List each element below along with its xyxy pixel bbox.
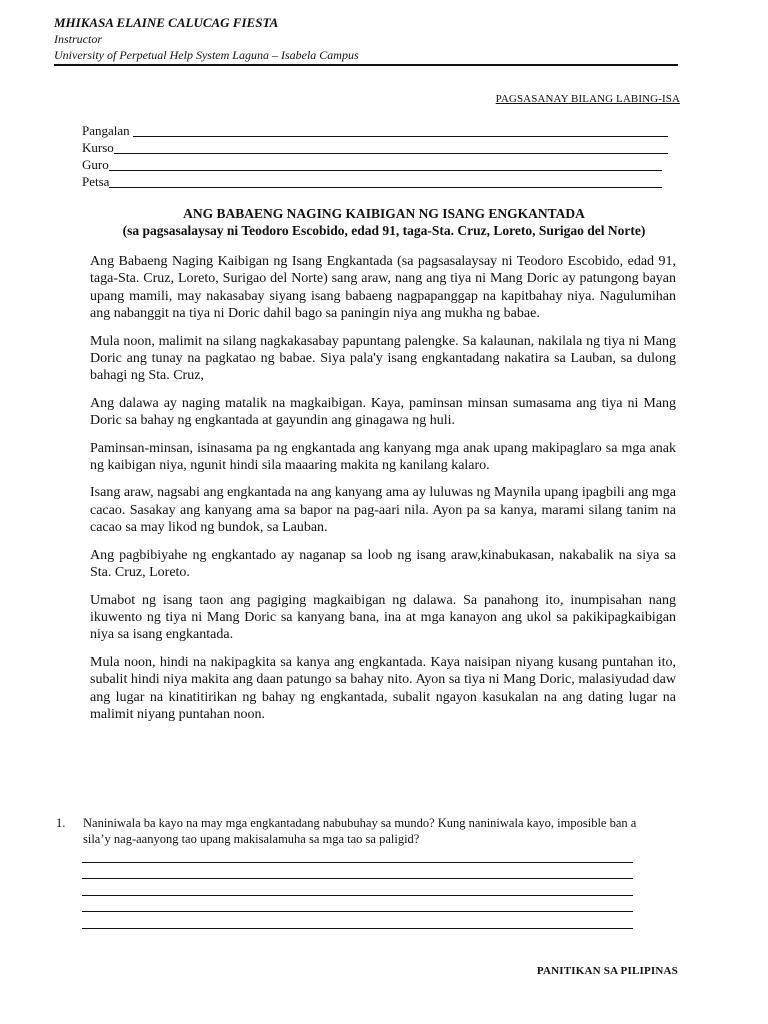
fill-line[interactable] [133,124,668,137]
story-title: ANG BABAENG NAGING KAIBIGAN NG ISANG ENGKANTADA [183,206,585,221]
answer-area[interactable] [82,846,633,929]
header-divider [54,64,678,66]
story-paragraph: Ang Babaeng Naging Kaibigan ng Isang Engkantada (sa pagsasalaysay ni Teodoro Escobido, edad 91, taga-Sta. Cruz, Loreto, Surigao del Norte) sang araw, nang ang tiya ni Mang Doric ay patungong bayan upang mamili, may nakasabay siyang isang babaeng nagpapanggap na kapitbahay niya. Nagulumihan ang nabanggit na tiya ni Doric dahil bago sa paningin niya ang mukha ng babae. [90,254,676,322]
answer-line[interactable] [82,896,633,913]
story-body [90,253,676,733]
answer-line[interactable] [82,846,633,863]
story-subtitle: (sa pagsasalaysay ni Teodoro Escobido, edad 91, taga-Sta. Cruz, Loreto, Surigao del Norte) [122,223,646,238]
field-label: Guro [82,157,109,172]
exercise-label: PAGSASANAY BILANG LABING-ISA [495,93,680,105]
story-paragraph: Ang dalawa ay naging matalik na magkaibigan. Kaya, paminsan minsan sumasama ang tiya ni Mang Doric sa bahay ng engkantada at gayundin ang ginagawa ng huli. [90,395,676,429]
story-paragraph: Mula noon, hindi na nakipagkita sa kanya ang engkantada. Kaya naisipan niyang kusang puntahan ito, subalit hindi niya makita ang daan patungo sa bahay nito. Ayon sa tiya ni Mang Doric, malasiyudad daw ang lugar na kinatitirikan ng bahay ng engkantada, subalit ngayon kasukalan na ang dating lugar na malimit niyang puntahan noon. [90,654,676,722]
field-label: Petsa [82,174,110,189]
answer-line[interactable] [82,879,633,896]
question-number: 1. [56,816,66,830]
story-paragraph: Paminsan-minsan, isinasama pa ng engkantada ang kanyang mga anak upang makipaglaro sa mga anak ng kaibigan niya, ngunit hindi sila maaaring makita ng kanilang kalaro. [90,440,676,474]
document-header [54,15,678,63]
course-field[interactable] [82,139,668,156]
story-paragraph: Mula noon, malimit na silang nagkakasabay papuntang palengke. Sa kalaunan, nakilala ng tiya ni Mang Doric ang tunay na pagkatao ng babae. Siya pala'y isang engkantadang nakatira sa Lauban, sa dulong bahagi ng Sta. Cruz, [90,333,676,384]
story-title-block [60,205,708,239]
footer-course-label: PANITIKAN SA PILIPINAS [536,965,678,977]
story-paragraph: Ang pagbibiyahe ng engkantado ay naganap sa loob ng isang araw,kinabukasan, nakabalik na siya sa Sta. Cruz, Loreto. [90,547,676,581]
author-role: Instructor [54,32,102,46]
author-name: MHIKASA ELAINE CALUCAG FIESTA [54,15,279,30]
fill-line[interactable] [114,141,668,154]
answer-line[interactable] [82,912,633,929]
field-label: Kurso [82,140,114,155]
info-fields [82,122,668,190]
question-item [56,815,666,847]
school-name: University of Perpetual Help System Laguna – Isabela Campus [54,48,359,62]
fill-line[interactable] [109,158,662,171]
name-field[interactable] [82,122,668,139]
fill-line[interactable] [109,175,662,188]
question-text: Naniniwala ba kayo na may mga engkantadang nabubuhay sa mundo? Kung naniniwala kayo, imposible ban a sila’y nag-aanyong tao upang makisalamuha sa mga tao sa paligid? [83,816,637,846]
story-paragraph: Umabot ng isang taon ang pagiging magkaibigan ng dalawa. Sa panahong ito, inumpisahan nang ikuwento ng tiya ni Mang Doric sa kanyang bana, ina at mga kanayon ang ukol sa pakikipagkaibigan niya sa isang engkantada. [90,592,676,643]
date-field[interactable] [82,173,662,190]
answer-line[interactable] [82,863,633,880]
teacher-field[interactable] [82,156,662,173]
story-paragraph: Isang araw, nagsabi ang engkantada na ang kanyang ama ay luluwas ng Maynila upang ipagbili ang mga cacao. Sasakay ang kanyang ama sa bapor na pag-aari nila. Ayon pa sa kanya, marami silang tanim na cacao sa may likod ng bundok, sa Lauban. [90,485,676,536]
field-label: Pangalan [82,123,133,138]
